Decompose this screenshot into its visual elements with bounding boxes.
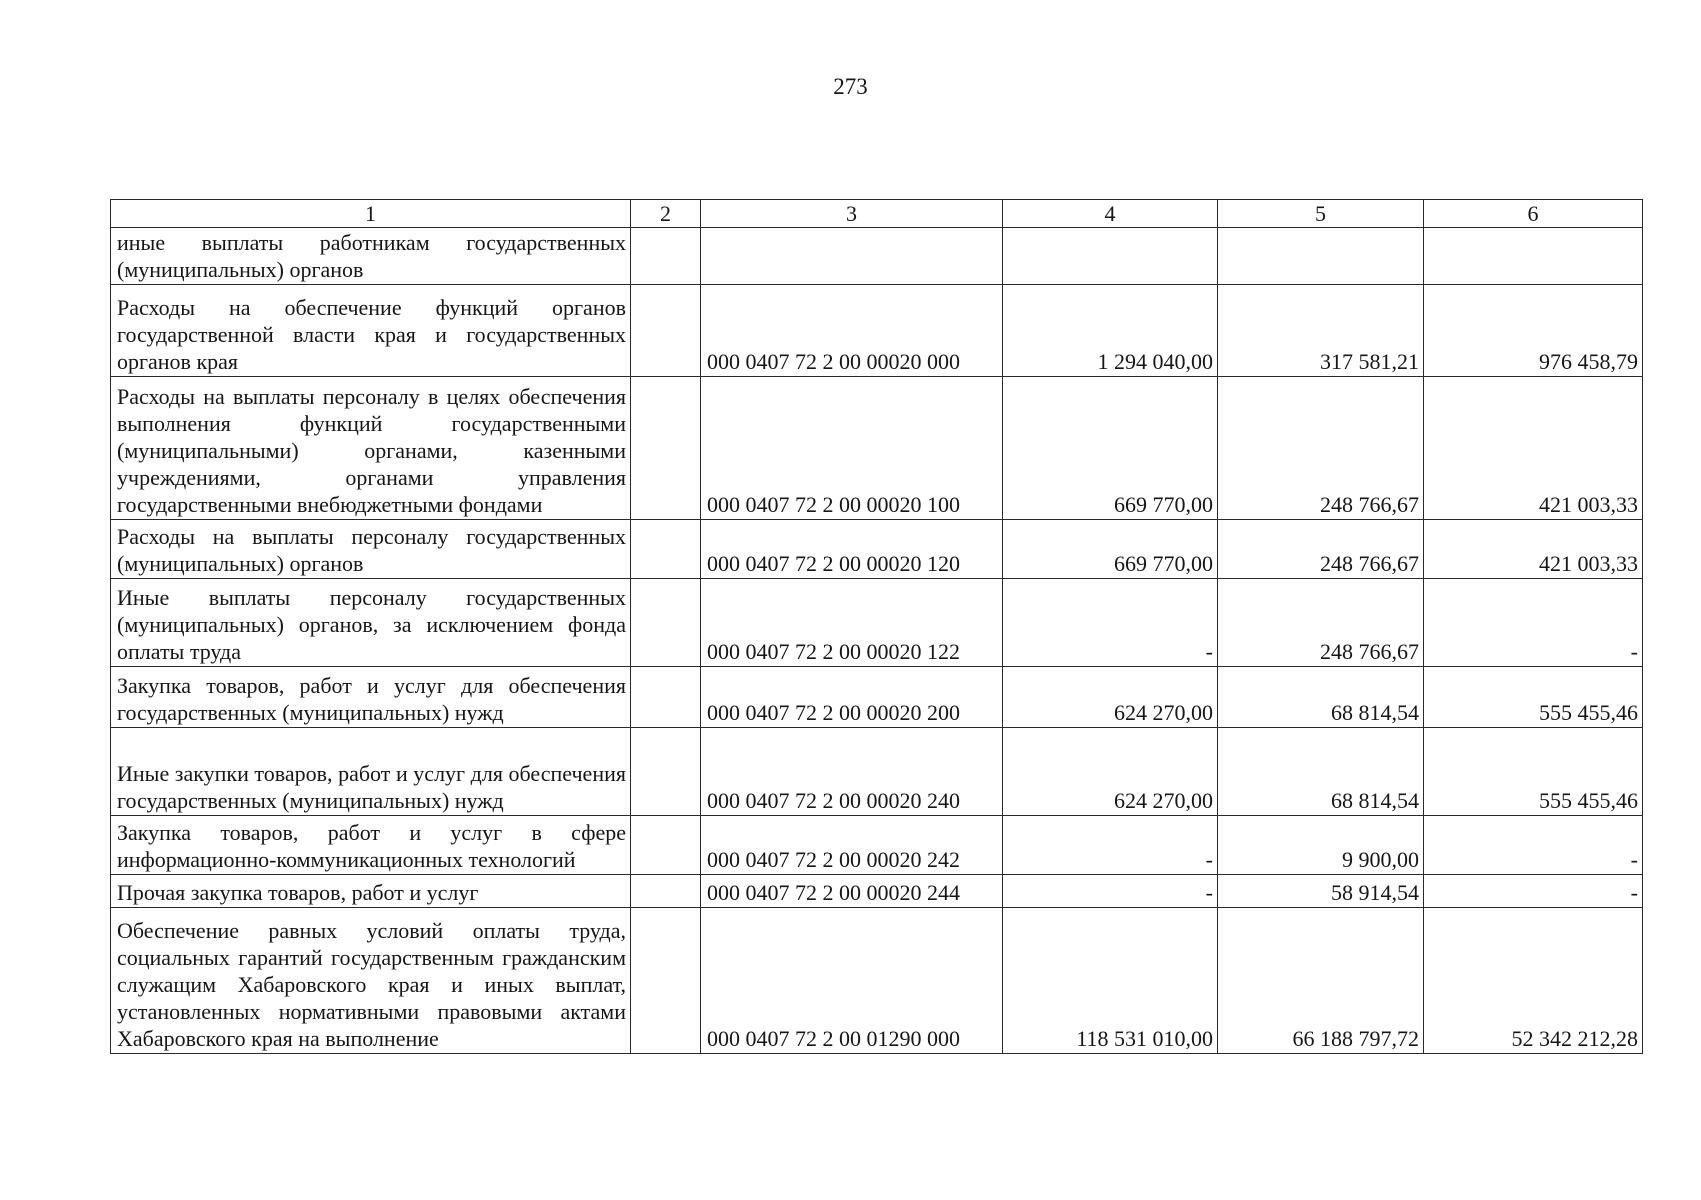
row-col2 [631,228,701,285]
header-cell: 2 [631,200,701,228]
row-name: Закупка товаров, работ и услуг в сфере информационно-коммуникационных технологий [111,816,631,875]
table-row [111,579,1643,667]
row-col2 [631,816,701,875]
row-value-6: 555 455,46 [1424,667,1643,728]
header-cell: 6 [1424,200,1643,228]
table-row [111,520,1643,579]
row-code: 000 0407 72 2 00 00020 120 [701,520,1003,579]
row-code: 000 0407 72 2 00 00020 100 [701,377,1003,520]
row-code: 000 0407 72 2 00 00020 000 [701,285,1003,377]
row-value-6: 976 458,79 [1424,285,1643,377]
row-value-5: 248 766,67 [1218,579,1424,667]
row-code: 000 0407 72 2 00 00020 242 [701,816,1003,875]
page-number: 273 [833,74,868,99]
row-col2 [631,728,701,816]
row-col2 [631,520,701,579]
row-code: 000 0407 72 2 00 00020 200 [701,667,1003,728]
table-row [111,908,1643,1054]
row-value-5 [1218,228,1424,285]
header-cell: 3 [701,200,1003,228]
row-value-5: 317 581,21 [1218,285,1424,377]
header-cell: 5 [1218,200,1424,228]
header-cell: 4 [1003,200,1218,228]
table-header-row [111,200,1643,228]
row-value-5: 58 914,54 [1218,875,1424,908]
row-name: Прочая закупка товаров, работ и услуг [111,875,631,908]
row-name: Расходы на выплаты персоналу государственных (муниципальных) органов [111,520,631,579]
row-value-4: - [1003,816,1218,875]
table-row [111,728,1643,816]
row-value-6 [1424,228,1643,285]
row-value-6: - [1424,875,1643,908]
table-row [111,667,1643,728]
row-name: Иные закупки товаров, работ и услуг для обеспечения государственных (муниципальных) нужд [111,728,631,816]
table-row [111,228,1643,285]
row-value-5: 248 766,67 [1218,520,1424,579]
row-value-6: - [1424,816,1643,875]
row-value-4: 669 770,00 [1003,377,1218,520]
row-value-5: 248 766,67 [1218,377,1424,520]
row-col2 [631,875,701,908]
row-value-6: 421 003,33 [1424,520,1643,579]
table-row [111,285,1643,377]
row-code [701,228,1003,285]
row-code: 000 0407 72 2 00 00020 244 [701,875,1003,908]
row-col2 [631,285,701,377]
header-cell: 1 [111,200,631,228]
row-code: 000 0407 72 2 00 00020 122 [701,579,1003,667]
row-value-4: 1 294 040,00 [1003,285,1218,377]
row-name: Иные выплаты персоналу государственных (муниципальных) органов, за исключением фонда оплаты труда [111,579,631,667]
row-value-5: 9 900,00 [1218,816,1424,875]
row-col2 [631,579,701,667]
row-value-4: 669 770,00 [1003,520,1218,579]
table-row [111,875,1643,908]
row-value-5: 68 814,54 [1218,667,1424,728]
row-value-4: 624 270,00 [1003,728,1218,816]
row-name: Расходы на обеспечение функций органов государственной власти края и государственных органов края [111,285,631,377]
row-name: Обеспечение равных условий оплаты труда, социальных гарантий государственным гражданским служащим Хабаровского края и иных выплат, установленных нормативными правовыми актами Хабаровского края на выполнение [111,908,631,1054]
row-value-5: 66 188 797,72 [1218,908,1424,1054]
row-value-6: - [1424,579,1643,667]
row-code: 000 0407 72 2 00 01290 000 [701,908,1003,1054]
row-value-6: 555 455,46 [1424,728,1643,816]
row-code: 000 0407 72 2 00 00020 240 [701,728,1003,816]
row-col2 [631,908,701,1054]
table-row [111,377,1643,520]
row-col2 [631,377,701,520]
row-value-4: 118 531 010,00 [1003,908,1218,1054]
row-name: Закупка товаров, работ и услуг для обеспечения государственных (муниципальных) нужд [111,667,631,728]
row-value-5: 68 814,54 [1218,728,1424,816]
row-value-4: - [1003,579,1218,667]
row-value-6: 52 342 212,28 [1424,908,1643,1054]
row-name: Расходы на выплаты персоналу в целях обеспечения выполнения функций государственными (муниципальными) органами, казенными учреждениями, органами управления государственными внебюджетными фондами [111,377,631,520]
row-value-4: 624 270,00 [1003,667,1218,728]
table-row [111,816,1643,875]
row-value-6: 421 003,33 [1424,377,1643,520]
row-name: иные выплаты работникам государственных (муниципальных) органов [111,228,631,285]
row-value-4 [1003,228,1218,285]
row-value-4: - [1003,875,1218,908]
budget-table [110,199,1643,1054]
row-col2 [631,667,701,728]
